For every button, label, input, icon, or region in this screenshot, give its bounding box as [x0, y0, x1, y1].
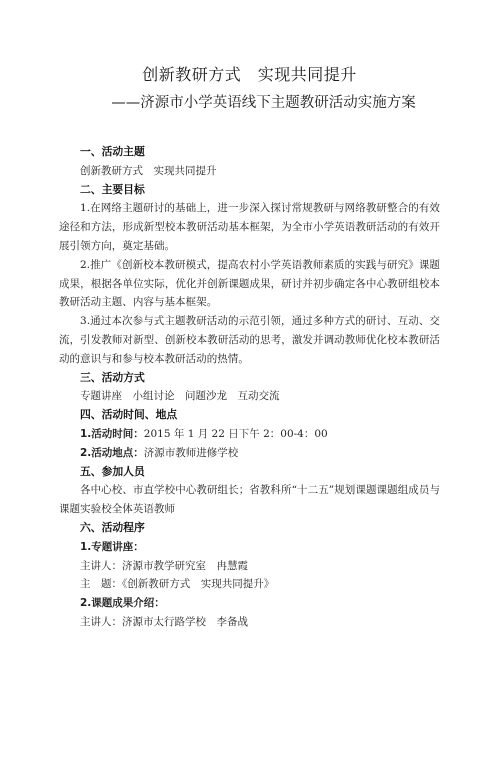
section-heading-goals: 二、主要目标: [80, 182, 145, 196]
participants-text: 各中心校、市直学校中心教研组长；省教科所“十二五”规划课题课题组成员与课题实验校全体英语教师: [59, 484, 440, 516]
methods-text: 专题讲座 小组讨论 问题沙龙 互动交流: [80, 390, 280, 403]
time-line: [59, 425, 440, 444]
procedure-item-1-speaker: 主讲人：济源市教学研究室 冉慧霞: [80, 559, 248, 572]
procedure-item-1-topic: 主 题：《创新教研方式 实现共同提升》: [80, 578, 275, 591]
goal-paragraph-2: 2.推广《创新校本教研模式，提高农村小学英语教师素质的实践与研究》课题成果，根据各单位实际，优化并创新课题成果，研讨并初步确定各中心教研组校本教研活动主题、内容与基本框架。: [59, 258, 440, 309]
section-heading-methods: 三、活动方式: [80, 370, 145, 384]
document-page: [0, 65, 500, 772]
procedure-item-1-title: 1.专题讲座：: [80, 540, 144, 553]
goal-paragraph-1: 1.在网络主题研讨的基础上，进一步深入探讨常规教研与网络教研整合的有效途径和方法，形成新型校本教研活动基本框架，为全市小学英语教研活动的有效开展引领方向，奠定基础。: [59, 202, 440, 252]
section-heading-time-place: 四、活动时间、地点: [80, 408, 178, 422]
section-heading-procedure: 六、活动程序: [80, 520, 145, 534]
document-body: [59, 143, 440, 632]
place-line: [59, 444, 440, 463]
section-heading-theme: 一、活动主题: [80, 145, 145, 158]
place-value: 济源市教师进修学校: [143, 446, 239, 459]
procedure-item-2-title: 2.课题成果介绍：: [80, 597, 165, 610]
procedure-item-2-speaker: 主讲人：济源市太行路学校 李备战: [80, 615, 248, 628]
section-heading-participants: 五、参加人员: [80, 464, 145, 478]
time-value: 2015 年 1 月 22 日下午 2：00-4：00: [143, 427, 328, 440]
place-label: 2.活动地点：: [80, 446, 144, 459]
title-block: [59, 65, 440, 113]
time-label: 1.活动时间：: [80, 427, 144, 440]
document-title: 创新教研方式 实现共同提升: [142, 65, 357, 84]
document-subtitle: ——济源市小学英语线下主题教研活动实施方案: [111, 95, 416, 111]
theme-text: 创新教研方式 实现共同提升: [80, 164, 217, 177]
goal-paragraph-3: 3.通过本次参与式主题教研活动的示范引领，通过多种方式的研讨、互动、交流，引发教师对新型、创新校本教研活动的思考，激发并调动教师优化校本教研活动的意识与和参与校本教研活动的热情。: [59, 315, 440, 365]
